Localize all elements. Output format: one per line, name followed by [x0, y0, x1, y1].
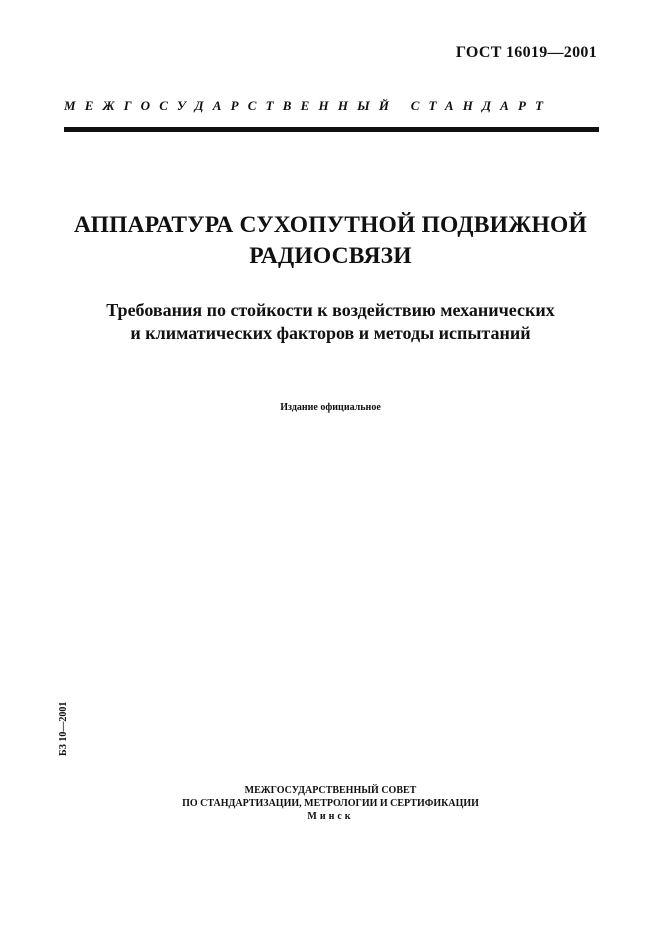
standard-type-heading: МЕЖГОСУДАРСТВЕННЫЙ СТАНДАРТ [64, 98, 553, 113]
publisher-line-1: МЕЖГОСУДАРСТВЕННЫЙ СОВЕТ [244, 785, 417, 796]
document-subtitle [40, 299, 621, 345]
publisher-line-2: ПО СТАНДАРТИЗАЦИИ, МЕТРОЛОГИИ И СЕРТИФИКАЦИИ [182, 798, 479, 809]
publisher-city: Минск [307, 811, 354, 822]
side-code: БЗ 10—2001 [58, 701, 69, 756]
title-line-1: АППАРАТУРА СУХОПУТНОЙ ПОДВИЖНОЙ [74, 212, 587, 238]
subtitle-line-1: Требования по стойкости к воздействию механических [106, 300, 555, 320]
subtitle-line-2: и климатических факторов и методы испытаний [130, 323, 531, 343]
edition-label: Издание официальное [280, 402, 381, 413]
title-line-2: РАДИОСВЯЗИ [249, 243, 412, 269]
publisher-block [0, 784, 661, 823]
document-title [40, 210, 621, 272]
header-rule [64, 127, 599, 132]
document-number: ГОСТ 16019—2001 [455, 44, 597, 61]
